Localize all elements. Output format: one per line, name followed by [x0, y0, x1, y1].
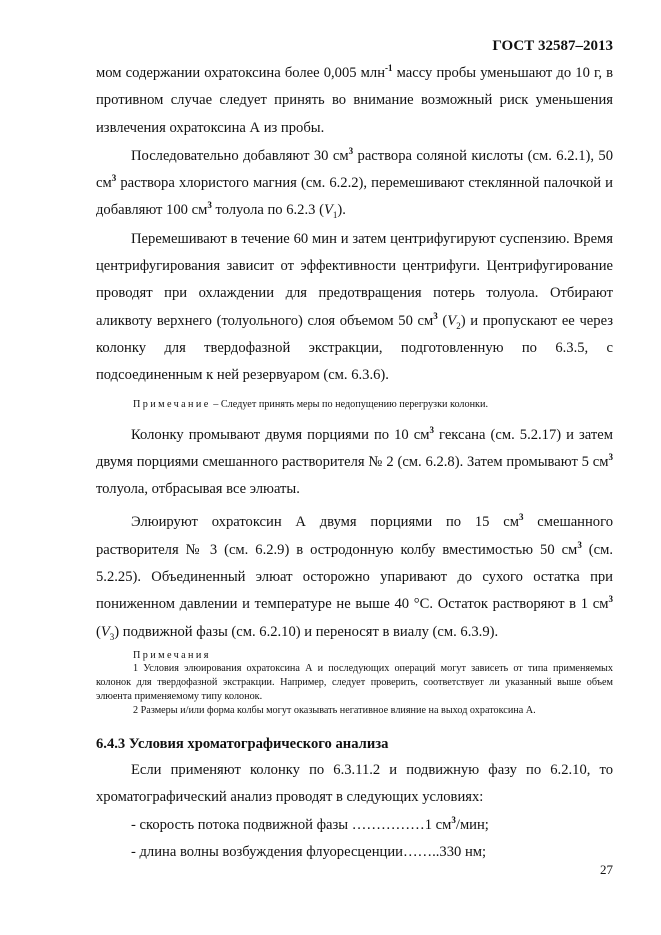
document-header: ГОСТ 32587–2013 — [492, 38, 613, 54]
paragraph-add-reagents: Последовательно добавляют 30 $см^3$ раствора соляной кислоты (см. 6.2.1), 50 $см^3$ раствора хлористого магния (см. 6.2.2), перемешивают стеклянной палочкой и добавляют 100 $см^3$ толуола по 6.2.3 $(V_1)$. — [96, 146, 613, 221]
paragraph-wash-column: Колонку промывают двумя порциями по 10 $см^3$ гексана (см. 5.2.17) и затем двумя порциями смешанного растворителя № 2 (см. 6.2.8). Затем промывают 5 $см^3$ толуола, отбрасывая все элюаты. — [96, 424, 613, 498]
conditions-list — [96, 812, 613, 867]
document-body — [96, 60, 613, 866]
list-item: - длина волны возбуждения флуоресценции……..330 нм; — [131, 843, 487, 860]
notes-block — [96, 649, 613, 718]
notes-title: Примечания — [133, 649, 211, 661]
page-number: 27 — [600, 862, 613, 877]
paragraph-elute: Элюируют охратоксин А двумя порциями по 15 $см^3$ смешанного растворителя № 3 (см. 6.2.9) в остродонную колбу вместимостью 50 $см^3$ (см. 5.2.25). Объединенный элюат осторожно упаривают до сухого остатка при пониженном давлении и температуре не выше 40 °С. Остаток растворяют в 1 $см^3$ $(V_3)$ подвижной фазы (см. 6.2.10) и переносят в виалу (см. 6.3.9). — [96, 512, 614, 642]
note-1: 1 Условия элюирования охратоксина А и последующих операций могут зависеть от типа применяемых колонок для твердофазной экстракции. Например, следует проверить, соответствует ли указанный выше объем элюента применяемому типу колонок. — [96, 662, 613, 702]
list-item: - скорость потока подвижной фазы ……………1 $см^3$/мин; — [131, 814, 489, 833]
note-2: 2 Размеры и/или форма колбы могут оказывать негативное влияние на выход охратоксина А. — [133, 704, 536, 716]
note-overload: Примечание – Следует принять меры по недопущению перегрузки колонки. — [133, 398, 488, 410]
paragraph-centrifuge: Перемешивают в течение 60 мин и затем центрифугируют суспензию. Время центрифугирования зависит от эффективности центрифуги. Центрифугирование проводят при охлаждении для предотвращения потерь толуола. Отбирают аликвоту верхнего (толуольного) слоя объемом 50 $см^3$ $(V_2)$ и пропускают ее через колонку для твердофазной экстракции, подготовленную по 6.3.5, с подсоединенным к ней резервуаром (см. 6.3.6). — [96, 230, 613, 384]
paragraph-chromatography: Если применяют колонку по 6.3.11.2 и подвижную фазу по 6.2.10, то хроматографический анализ проводят в следующих условиях: — [96, 761, 613, 806]
paragraph-continuation: мом содержании охратоксина более 0,005 млн$^{-1}$ массу пробы уменьшают до 10 г, в противном случае следует принять во внимание возможный риск уменьшения извлечения охратоксина А из пробы. — [96, 63, 613, 136]
section-heading: 6.4.3 Условия хроматографического анализа — [96, 735, 389, 752]
